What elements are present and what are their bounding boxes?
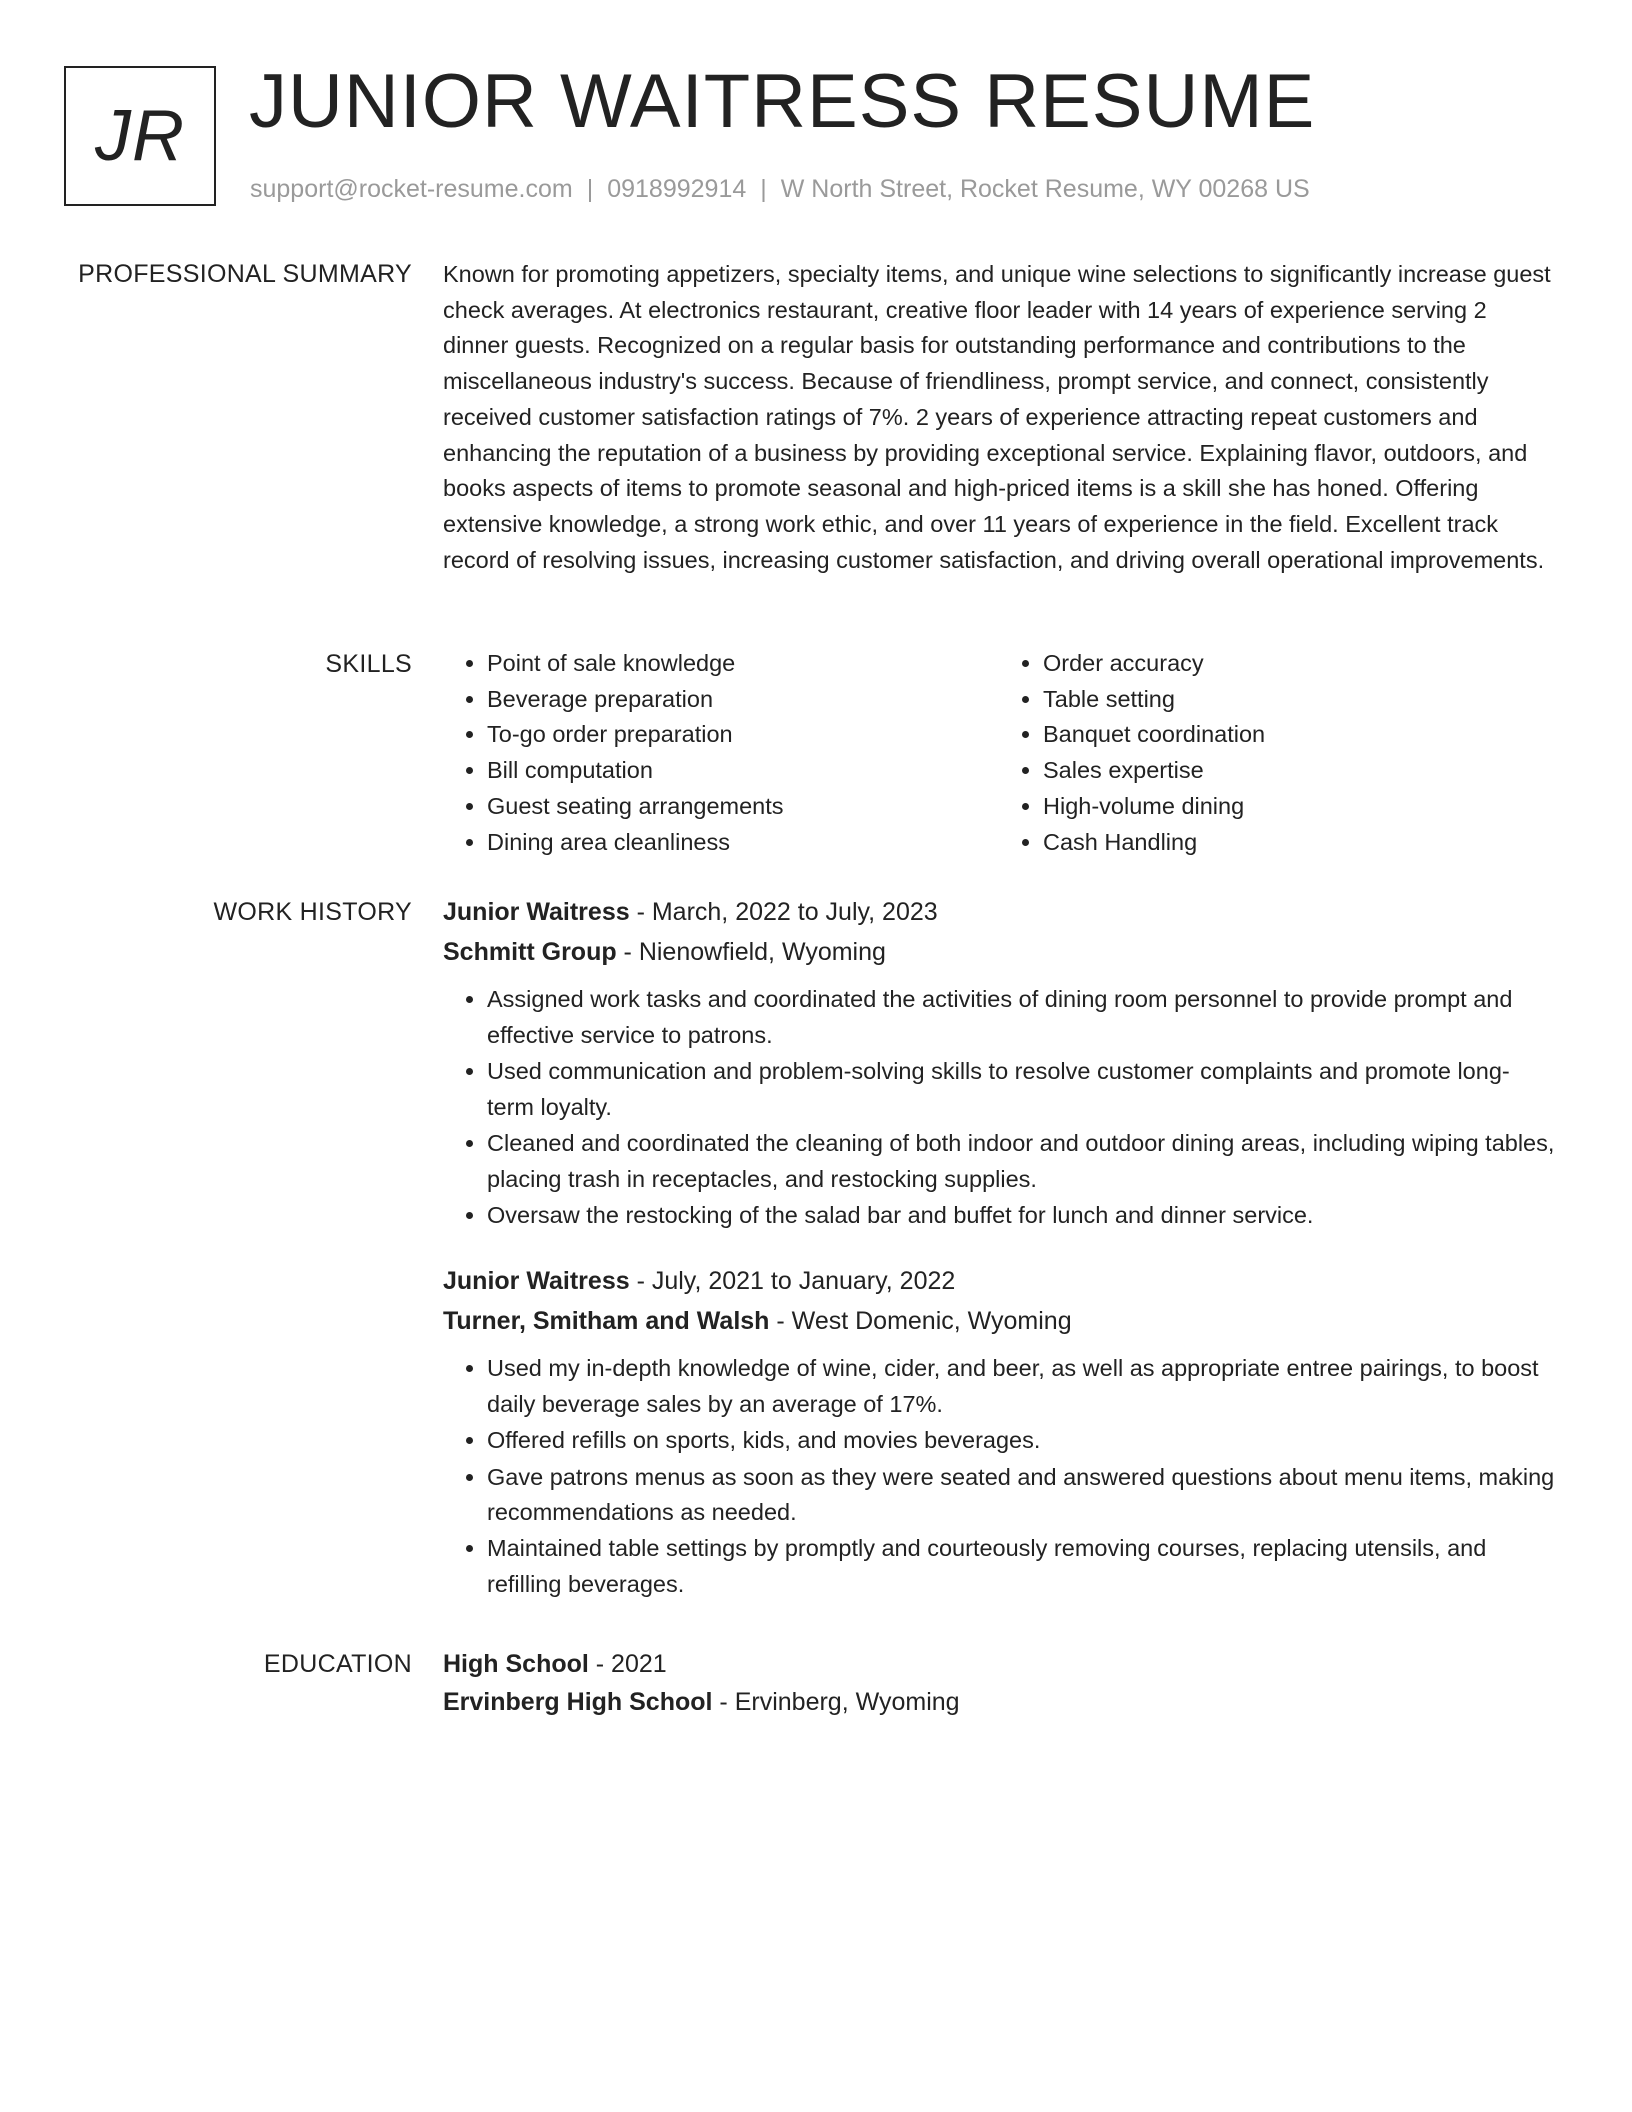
education-school-line xyxy=(443,1683,1555,1721)
skill-item: • Point of sale knowledge xyxy=(487,646,999,682)
summary-body xyxy=(443,257,1555,578)
job-location: - Nienowfield, Wyoming xyxy=(616,938,886,966)
resume-title: JUNIOR WAITRESS RESUME xyxy=(249,59,1316,144)
job-bullet: • Cleaned and coordinated the cleaning of both indoor and outdoor dining areas, including wiping tables, placing trash in receptacles, and restocking supplies. xyxy=(487,1126,1555,1197)
skill-item: • Banquet coordination xyxy=(1043,717,1555,753)
skill-item: • Sales expertise xyxy=(1043,753,1555,789)
monogram-badge xyxy=(64,66,216,206)
skill-item: • Beverage preparation xyxy=(487,682,999,718)
section-label-summary: PROFESSIONAL SUMMARY xyxy=(78,260,412,288)
education-school: Ervinberg High School xyxy=(443,1688,713,1716)
job-title-line xyxy=(443,892,1555,932)
job-bullet: • Gave patrons menus as soon as they were seated and answered questions about menu items, making recommendations as needed. xyxy=(487,1460,1555,1531)
job-company-line xyxy=(443,932,1555,972)
job-entry xyxy=(443,892,1555,1233)
monogram-initials: JR xyxy=(95,96,185,176)
job-dates: - July, 2021 to January, 2022 xyxy=(629,1267,956,1296)
job-location: - West Domenic, Wyoming xyxy=(769,1307,1072,1336)
skill-item: • Table setting xyxy=(1043,682,1555,718)
job-title: Junior Waitress xyxy=(443,898,630,926)
contact-address: W North Street, Rocket Resume, WY 00268 US xyxy=(780,175,1310,203)
skill-item: • Cash Handling xyxy=(1043,825,1555,861)
section-label-education: EDUCATION xyxy=(263,1650,412,1678)
education-location: - Ervinberg, Wyoming xyxy=(712,1688,960,1716)
skill-item: • Dining area cleanliness xyxy=(487,825,999,861)
skill-item: • Order accuracy xyxy=(1043,646,1555,682)
job-bullet: • Offered refills on sports, kids, and movies beverages. xyxy=(487,1423,1555,1459)
job-bullet: • Used communication and problem-solving skills to resolve customer complaints and promote long-term loyalty. xyxy=(487,1054,1555,1125)
section-label-work: WORK HISTORY xyxy=(213,898,412,926)
job-bullets xyxy=(443,1351,1555,1602)
education-degree-line xyxy=(443,1645,1555,1683)
skills-list-left xyxy=(443,646,999,860)
education-body xyxy=(443,1645,1555,1721)
job-entry xyxy=(443,1261,1555,1602)
job-bullet: • Maintained table settings by promptly and courteously removing courses, replacing utensils, and refilling beverages. xyxy=(487,1531,1555,1602)
job-dates: - March, 2022 to July, 2023 xyxy=(629,898,938,926)
work-body xyxy=(443,892,1555,1631)
job-title-line xyxy=(443,1261,1555,1301)
job-bullet: • Assigned work tasks and coordinated the activities of dining room personnel to provide prompt and effective service to patrons. xyxy=(487,982,1555,1053)
skills-body xyxy=(443,646,1555,860)
job-bullet: • Oversaw the restocking of the salad bar and buffet for lunch and dinner service. xyxy=(487,1198,1555,1234)
summary-text: Known for promoting appetizers, specialty items, and unique wine selections to significantly increase guest check averages. At electronics restaurant, creative floor leader with 14 years of experience serving 2 dinner guests. Recognized on a regular basis for outstanding performance and contributions to the miscellaneous industry's success. Because of friendliness, prompt service, and connect, consistently received customer satisfaction ratings of 7%. 2 years of experience attracting repeat customers and enhancing the reputation of a business by providing exceptional service. Explaining flavor, outdoors, and books aspects of items to promote seasonal and high-priced items is a skill she has honed. Offering extensive knowledge, a strong work ethic, and over 11 years of experience in the field. Excellent track record of resolving issues, increasing customer satisfaction, and driving overall operational improvements. xyxy=(443,261,1551,573)
contact-line xyxy=(250,174,1310,204)
contact-separator: | xyxy=(586,175,594,203)
job-company: Schmitt Group xyxy=(443,938,617,966)
contact-email[interactable]: support@rocket-resume.com xyxy=(250,175,573,203)
education-degree: High School xyxy=(443,1650,589,1678)
skill-item: • High-volume dining xyxy=(1043,789,1555,825)
skills-grid xyxy=(443,646,1555,860)
job-title: Junior Waitress xyxy=(443,1267,630,1296)
skill-item: • To-go order preparation xyxy=(487,717,999,753)
skill-item: • Bill computation xyxy=(487,753,999,789)
job-company-line xyxy=(443,1301,1555,1341)
skills-list-right xyxy=(999,646,1555,860)
job-bullets xyxy=(443,982,1555,1233)
education-year: - 2021 xyxy=(588,1650,667,1678)
section-label-skills: SKILLS xyxy=(325,650,412,678)
contact-phone[interactable]: 0918992914 xyxy=(607,175,747,203)
job-company: Turner, Smitham and Walsh xyxy=(443,1307,770,1336)
job-bullet: • Used my in-depth knowledge of wine, cider, and beer, as well as appropriate entree pairings, to boost daily beverage sales by an average of 17%. xyxy=(487,1351,1555,1422)
skill-item: • Guest seating arrangements xyxy=(487,789,999,825)
contact-separator: | xyxy=(760,175,767,203)
